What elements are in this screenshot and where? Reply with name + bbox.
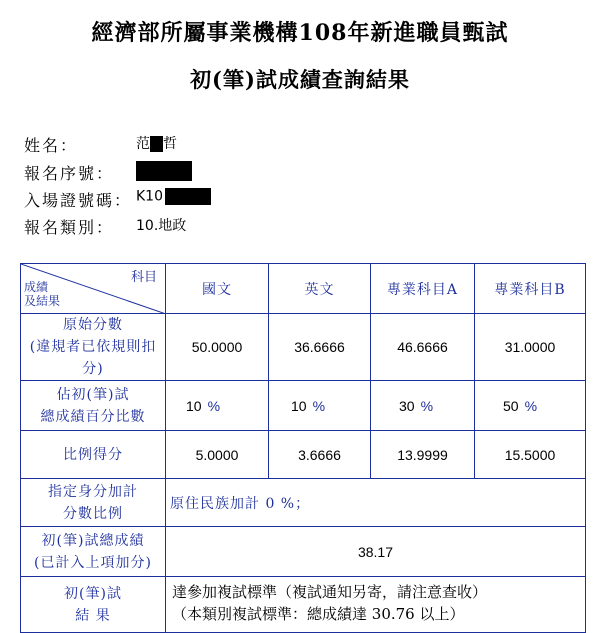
result-value: 達參加複試標準（複試通知另寄，請注意查收） （本類別複試標準：總成績達 30.76 以上） — [166, 577, 586, 633]
prop-score-major-a: 13.9999 — [371, 431, 475, 479]
raw-score-chinese: 50.0000 — [166, 314, 269, 381]
admission-value: K10 — [136, 188, 211, 205]
reg-no-row — [24, 161, 114, 184]
weight-major-b: 50 % — [475, 381, 586, 431]
category-label: 報名類別： — [24, 218, 115, 237]
category-value: 10.地政 — [136, 218, 187, 234]
page-subtitle: 初(筆)試成績查詢結果 — [190, 67, 410, 92]
weight-major-a: 30 % — [371, 381, 475, 431]
raw-score-label: 原始分數 (違規者已依規則扣分) — [21, 314, 166, 381]
corner-subject-label: 科目 — [130, 270, 157, 285]
subject-header-major-b: 專業科目B — [475, 264, 586, 314]
name-label: 姓名： — [24, 136, 79, 155]
raw-score-major-a: 46.6666 — [371, 314, 475, 381]
raw-score-english: 36.6666 — [269, 314, 371, 381]
bonus-row — [21, 479, 586, 527]
subject-header-major-a: 專業科目A — [371, 264, 475, 314]
bonus-value: 原住民族加計 0 %； — [166, 479, 586, 527]
total-label: 初(筆)試總成績 (已計入上項加分) — [21, 527, 166, 577]
score-table — [20, 263, 586, 633]
total-row — [21, 527, 586, 577]
result-row — [21, 577, 586, 633]
corner-score-label: 成績 及結果 — [24, 280, 61, 308]
bonus-label: 指定身分加計 分數比例 — [21, 479, 166, 527]
corner-cell — [21, 264, 166, 314]
prop-score-english: 3.6666 — [269, 431, 371, 479]
prop-score-major-b: 15.5000 — [475, 431, 586, 479]
weight-chinese: 10 % — [166, 381, 269, 431]
admission-row — [24, 188, 163, 211]
subject-header-chinese: 國文 — [166, 264, 269, 314]
raw-score-row — [21, 314, 586, 381]
subject-header-english: 英文 — [269, 264, 371, 314]
name-row — [24, 133, 177, 156]
prop-score-chinese: 5.0000 — [166, 431, 269, 479]
name-value: 范 哲 — [136, 136, 177, 152]
prop-score-label: 比例得分 — [21, 431, 166, 479]
page-title: 經濟部所屬事業機構108年新進職員甄試 — [91, 20, 509, 46]
weight-row — [21, 381, 586, 431]
redaction-block — [136, 161, 192, 181]
result-label: 初(筆)試 結 果 — [21, 577, 166, 633]
weight-english: 10 % — [269, 381, 371, 431]
reg-no-label: 報名序號： — [24, 164, 115, 183]
total-value: 38.17 — [166, 527, 586, 577]
prop-score-row — [21, 431, 586, 479]
redaction-block — [150, 136, 163, 152]
redaction-block — [165, 188, 211, 205]
weight-label: 佔初(筆)試 總成績百分比數 — [21, 381, 166, 431]
category-row — [24, 215, 187, 238]
header-row — [21, 264, 586, 314]
reg-no-value — [136, 161, 192, 181]
raw-score-major-b: 31.0000 — [475, 314, 586, 381]
admission-label: 入場證號碼： — [24, 191, 133, 210]
